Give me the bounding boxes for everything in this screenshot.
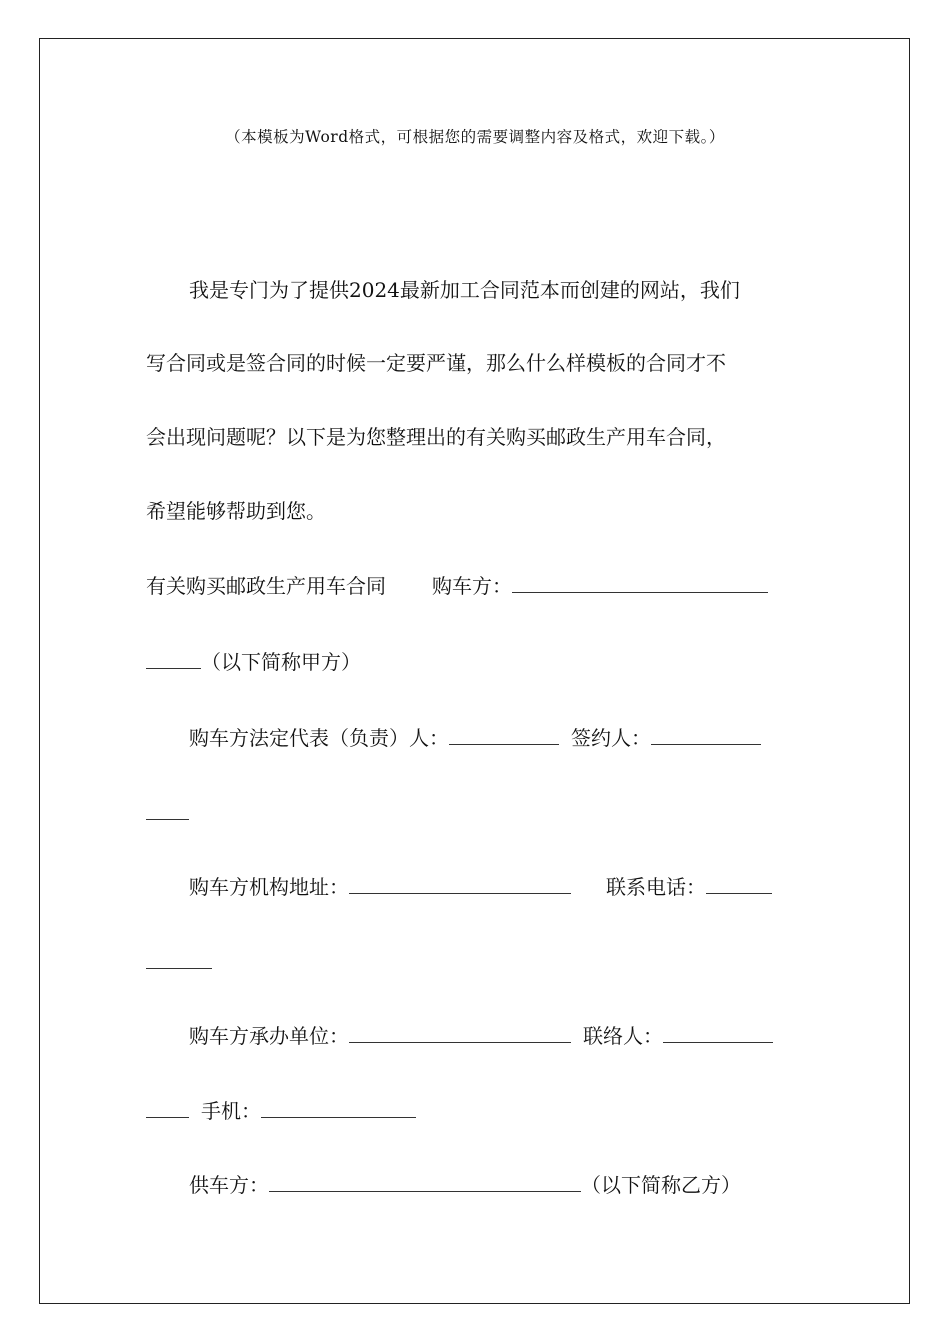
phone-blank-cont[interactable]	[146, 948, 212, 969]
template-note: （本模板为Word格式，可根据您的需要调整内容及格式，欢迎下载。）	[225, 128, 725, 146]
signer-label: 签约人：	[571, 726, 651, 750]
signer-blank[interactable]	[651, 724, 761, 745]
buyer-blank[interactable]	[512, 572, 768, 593]
intro-line-4: 希望能够帮助到您。	[146, 499, 326, 523]
signer-blank-cont[interactable]	[146, 799, 189, 820]
mobile-label: 手机：	[201, 1099, 261, 1123]
phone-blank[interactable]	[706, 873, 772, 894]
contact-label: 联络人：	[583, 1024, 663, 1048]
legal-rep-blank[interactable]	[449, 724, 559, 745]
mobile-blank[interactable]	[261, 1097, 416, 1118]
address-line	[189, 873, 772, 901]
intro-line-2: 写合同或是签合同的时候一定要严谨，那么什么样模板的合同才不	[146, 351, 726, 375]
address-blank[interactable]	[349, 873, 571, 894]
dept-blank[interactable]	[349, 1022, 571, 1043]
legal-rep-label: 购车方法定代表（负责）人：	[189, 726, 449, 750]
supplier-suffix: （以下简称乙方）	[581, 1173, 741, 1197]
contract-title: 有关购买邮政生产用车合同	[146, 574, 386, 598]
intro-line-3: 会出现问题呢？以下是为您整理出的有关购买邮政生产用车合同，	[146, 425, 726, 449]
phone-label: 联系电话：	[606, 875, 706, 899]
supplier-blank[interactable]	[269, 1171, 581, 1192]
contract-title-line	[146, 572, 768, 600]
dept-line	[189, 1022, 773, 1050]
phone-cont-line	[146, 948, 212, 976]
supplier-line	[189, 1171, 741, 1199]
intro-line-1	[146, 276, 740, 304]
buyer-suffix: （以下简称甲方）	[201, 650, 361, 674]
intro-text-1: 我是专门为了提供2024最新加工合同范本而创建的网站，我们	[189, 278, 740, 302]
buyer-cont-line	[146, 648, 361, 676]
buyer-blank-cont[interactable]	[146, 648, 201, 669]
signer-cont-line	[146, 799, 189, 827]
supplier-label: 供车方：	[189, 1173, 269, 1197]
mobile-line	[146, 1097, 416, 1125]
buyer-label: 购车方：	[432, 574, 512, 598]
address-label: 购车方机构地址：	[189, 875, 349, 899]
legal-rep-line	[189, 724, 761, 752]
contact-blank-cont[interactable]	[146, 1097, 189, 1118]
contact-blank[interactable]	[663, 1022, 773, 1043]
dept-label: 购车方承办单位：	[189, 1024, 349, 1048]
